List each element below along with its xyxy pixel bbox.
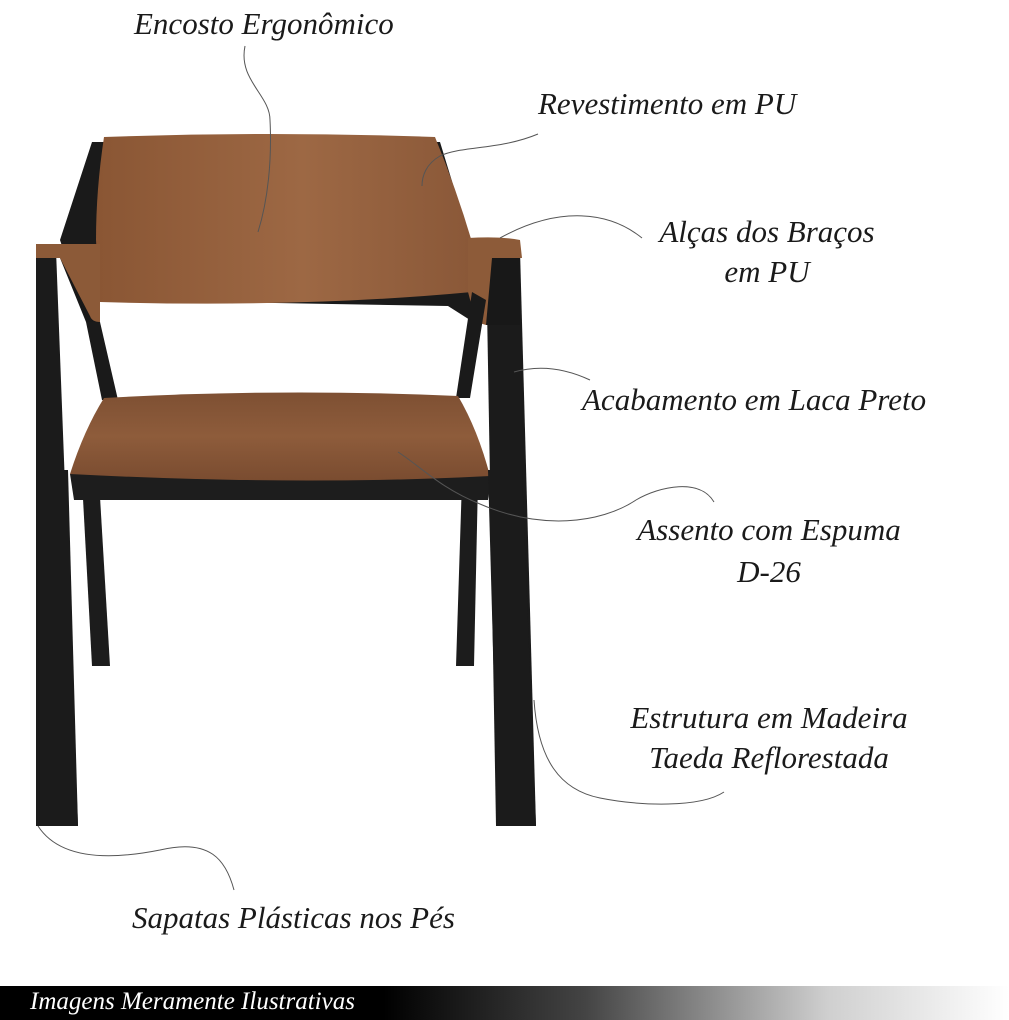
label-feet: Sapatas Plásticas nos Pés <box>132 900 455 935</box>
leader-feet <box>38 826 234 890</box>
label-structure-line1: Estrutura em Madeira <box>630 700 908 735</box>
label-arm-handles-line2: em PU <box>724 254 810 289</box>
label-structure-line2: Taeda Reflorestada <box>649 740 889 775</box>
left-arm-brace <box>86 322 118 400</box>
label-coating: Revestimento em PU <box>538 86 797 121</box>
rear-right-leg <box>456 480 478 666</box>
backrest-cushion <box>96 134 472 304</box>
label-seat-line2: D-26 <box>737 554 801 589</box>
front-left-leg-lower <box>36 470 78 826</box>
label-structure <box>600 700 938 776</box>
rear-left-leg <box>82 480 110 666</box>
footer-disclaimer: Imagens Meramente Ilustrativas <box>30 988 355 1015</box>
footer-bar <box>0 986 1009 1020</box>
label-seat <box>608 512 930 590</box>
leader-arm-handles <box>500 216 642 238</box>
label-finish: Acabamento em Laca Preto <box>582 382 927 417</box>
label-arm-handles-line1: Alças dos Braços <box>659 214 875 249</box>
seat-cushion <box>70 392 490 480</box>
label-arm-handles <box>636 214 898 290</box>
label-seat-line1: Assento com Espuma <box>637 512 901 547</box>
leader-finish <box>514 368 590 380</box>
label-backrest: Encosto Ergonômico <box>134 6 394 41</box>
